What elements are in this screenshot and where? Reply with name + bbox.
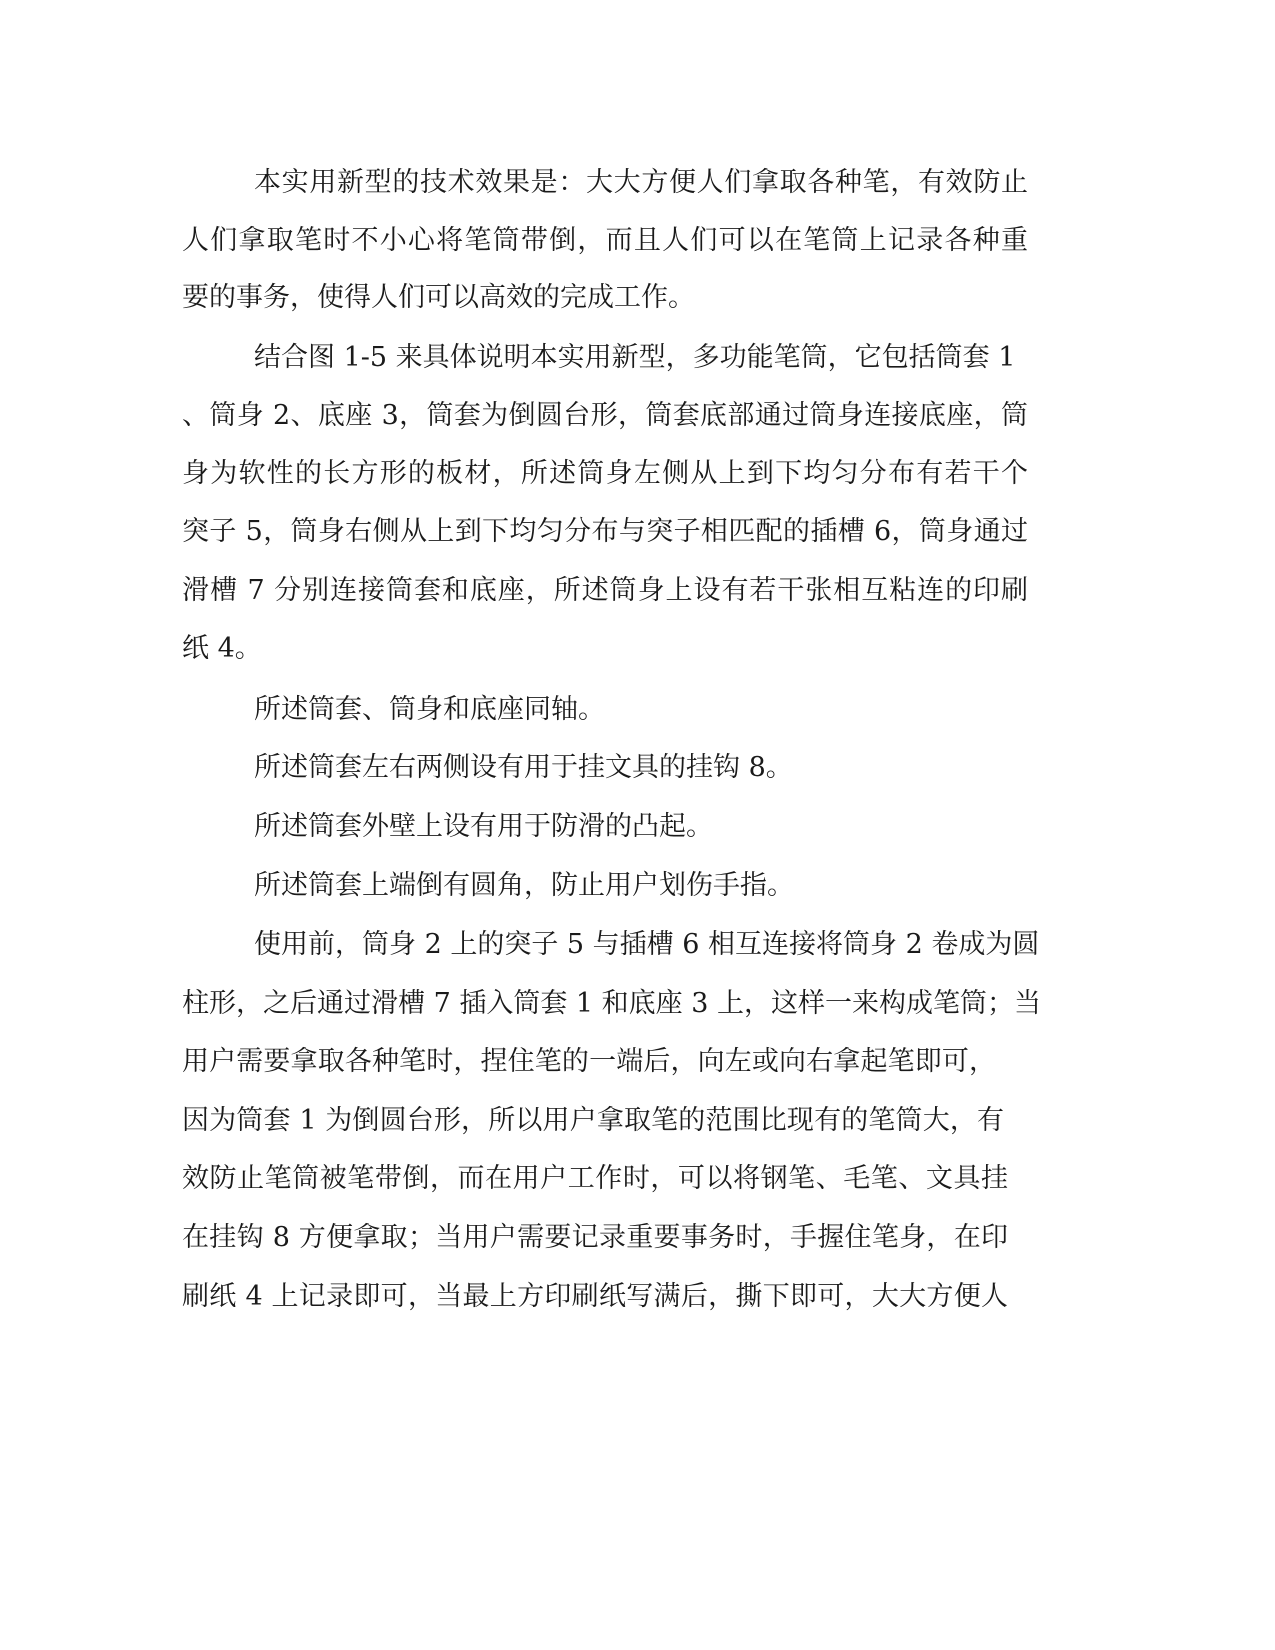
paragraph-line: 所述筒套左右两侧设有用于挂文具的挂钩 8。	[254, 752, 793, 783]
paragraph-line: 所述筒套、筒身和底座同轴。	[254, 694, 605, 725]
paragraph-line: 突子 5，筒身右侧从上到下均匀分布与突子相匹配的插槽 6，筒身通过	[182, 516, 1028, 547]
paragraph-line: 身为软性的长方形的板材，所述筒身左侧从上到下均匀分布有若干个	[182, 458, 1028, 489]
paragraph-line: 要的事务，使得人们可以高效的完成工作。	[182, 282, 695, 313]
paragraph-line: 、筒身 2、底座 3，筒套为倒圆台形，筒套底部通过筒身连接底座，筒	[182, 400, 1028, 431]
paragraph-line: 所述筒套外壁上设有用于防滑的凸起。	[254, 811, 713, 842]
paragraph-line: 所述筒套上端倒有圆角，防止用户划伤手指。	[254, 870, 794, 901]
paragraph-line: 本实用新型的技术效果是：大大方便人们拿取各种笔，有效防止	[254, 167, 1028, 198]
paragraph-line: 滑槽 7 分别连接筒套和底座，所述筒身上设有若干张相互粘连的印刷	[182, 575, 1028, 606]
paragraph-line: 人们拿取笔时不小心将笔筒带倒，而且人们可以在笔筒上记录各种重	[182, 225, 1028, 256]
paragraph-line: 结合图 1-5 来具体说明本实用新型，多功能笔筒，它包括筒套 1	[254, 342, 1016, 373]
paragraph-line: 因为筒套 1 为倒圆台形，所以用户拿取笔的范围比现有的笔筒大，有	[182, 1105, 1004, 1136]
paragraph-line: 在挂钩 8 方便拿取；当用户需要记录重要事务时，手握住笔身，在印	[182, 1222, 1008, 1253]
paragraph-line: 刷纸 4 上记录即可，当最上方印刷纸写满后，撕下即可，大大方便人	[182, 1281, 1008, 1312]
paragraph-line: 纸 4。	[182, 633, 262, 664]
paragraph-line: 使用前，筒身 2 上的突子 5 与插槽 6 相互连接将筒身 2 卷成为圆	[254, 929, 1040, 960]
paragraph-line: 用户需要拿取各种笔时，捏住笔的一端后，向左或向右拿起笔即可，	[182, 1046, 996, 1077]
paragraph-line: 效防止笔筒被笔带倒，而在用户工作时，可以将钢笔、毛笔、文具挂	[182, 1163, 1008, 1194]
paragraph-line: 柱形，之后通过滑槽 7 插入筒套 1 和底座 3 上，这样一来构成笔筒；当	[182, 988, 1042, 1019]
